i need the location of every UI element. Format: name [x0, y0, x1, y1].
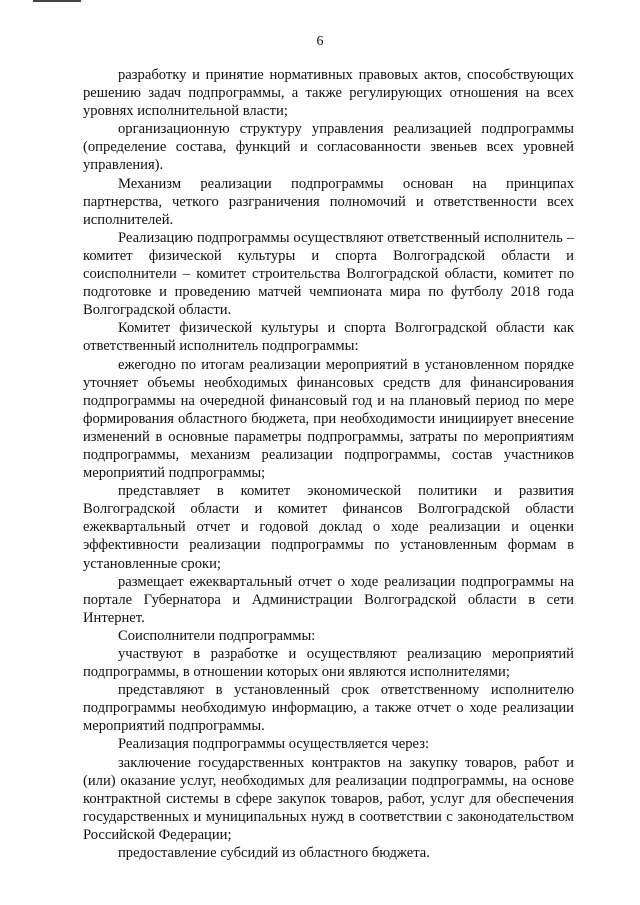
document-body — [83, 66, 574, 862]
paragraph-publication: размещает ежеквартальный отчет о ходе реализации подпрограммы на портале Губернатора и Администрации Волгоградской области в сети Интернет. — [83, 573, 574, 626]
paragraph-legal-acts: разработку и принятие нормативных правовых актов, способствующих решению задач подпрограммы, а также регулирующих отношения на всех уровнях исполнительной власти; — [83, 67, 574, 120]
paragraph-contracts: заключение государственных контрактов на закупку товаров, работ и (или) оказание услуг, необходимых для реализации подпрограммы, на основе контрактной системы в сфере закупок товаров, работ, услуг для обеспечения государственных и муниципальных нужд в соответствии с законодательством Российской Федерации; — [83, 754, 574, 843]
paragraph-implementation-heading: Реализация подпрограммы осуществляется через: — [118, 736, 430, 753]
paragraph-annual-review: ежегодно по итогам реализации мероприятий в установленном порядке уточняет объемы необходимых финансовых средств для финансирования подпрограммы на очередной финансовый год и на плановый период по мере формирования областного бюджета, при необходимости инициирует внесение изменений в основные параметры подпрограммы, затраты по мероприятиям подпрограммы, механизм реализации подпрограммы, состав участников мероприятий подпрограммы; — [83, 356, 574, 482]
paragraph-committee-role: Комитет физической культуры и спорта Волгоградской области как ответственный исполнитель подпрограммы: — [83, 320, 574, 355]
paragraph-executors: Реализацию подпрограммы осуществляют ответственный исполнитель – комитет физической культуры и спорта Волгоградской области и соисполнители – комитет строительства Волгоградской области, комитет по подготовке и проведению матчей чемпионата мира по футболу 2018 года Волгоградской области. — [83, 229, 574, 319]
paragraph-co-executors-heading: Соисполнители подпрограммы: — [118, 627, 316, 644]
page-number: 6 — [316, 34, 324, 49]
paragraph-co-executors-participation: участвуют в разработке и осуществляют реализацию мероприятий подпрограммы, в отношении которых они являются исполнителями; — [83, 646, 574, 681]
paragraph-mechanism: Механизм реализации подпрограммы основан на принципах партнерства, четкого разграничения полномочий и ответственности всех исполнителей. — [83, 175, 574, 228]
scan-edge-mark — [33, 0, 81, 2]
paragraph-reporting: представляет в комитет экономической политики и развития Волгоградской области и комитет финансов Волгоградской области ежеквартальный отчет и годовой доклад о ходе реализации и оценки эффективности реализации подпрограммы по установленным формам в установленные сроки; — [83, 483, 574, 572]
paragraph-subsidies: предоставление субсидий из областного бюджета. — [118, 845, 430, 862]
paragraph-org-structure: организационную структуру управления реализацией подпрограммы (определение состава, функций и согласованности звеньев всех уровней управления). — [83, 121, 574, 174]
paragraph-co-executors-information: представляют в установленный срок ответственному исполнителю подпрограммы необходимую информацию, а также отчет о ходе реализации мероприятий подпрограммы. — [83, 682, 574, 735]
